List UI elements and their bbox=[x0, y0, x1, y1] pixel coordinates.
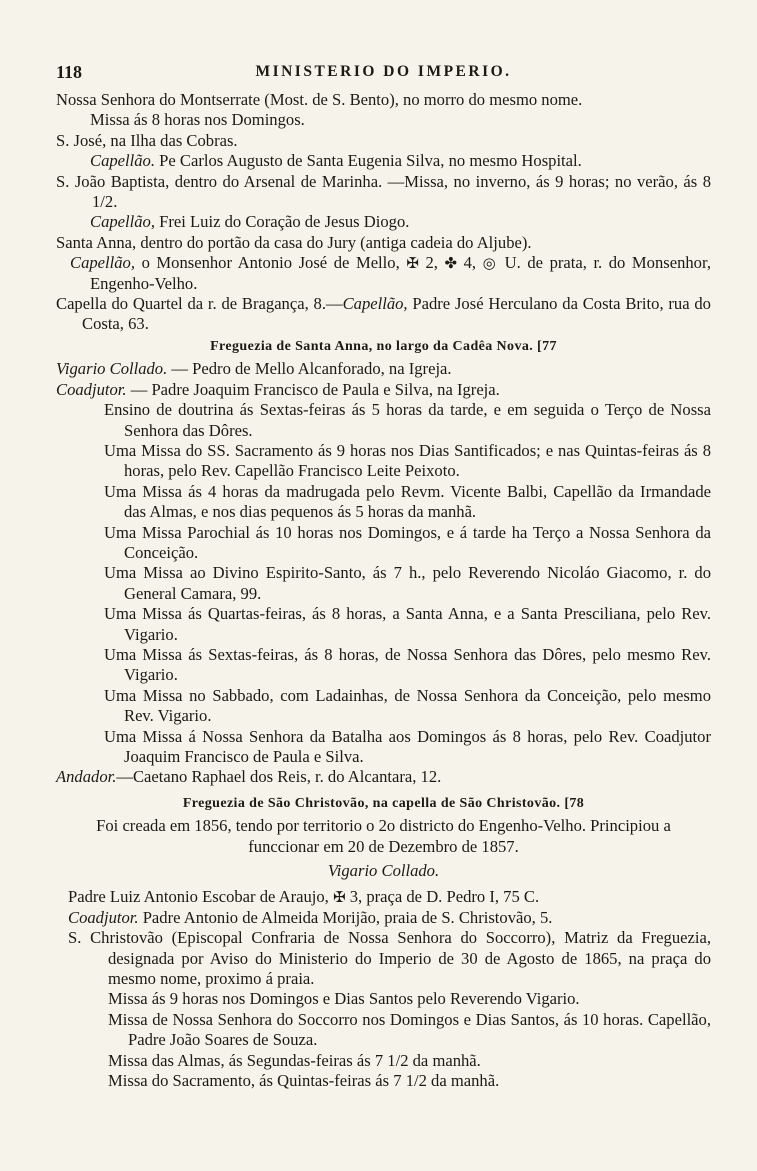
section-intro: Foi creada em 1856, tendo por territorio o 2o districto do Engenho-Velho. Principiou a funccionar em 20 de Dezembro de 1857. bbox=[96, 816, 671, 856]
chaplain-label: Capellão, bbox=[342, 294, 408, 314]
cross-order-number: 2, bbox=[425, 253, 438, 273]
chaplain-label: Capellão. bbox=[90, 151, 155, 171]
vigario-line bbox=[56, 359, 711, 379]
page-header bbox=[56, 62, 711, 84]
coadjutor-line bbox=[56, 380, 711, 400]
rose-order-icon: ✤ bbox=[444, 254, 458, 273]
entry-sao-jose-chaplain bbox=[56, 151, 711, 171]
list-item: Uma Missa ás 4 horas da madrugada pelo Revm. Vicente Balbi, Capellão da Irmandade das Almas, e nos dias pequenos ás 5 horas da manhã. bbox=[104, 481, 711, 522]
andador-line bbox=[56, 767, 711, 787]
vigario-entry bbox=[56, 887, 711, 907]
vigario-name: Padre Luiz Antonio Escobar de Araujo, bbox=[68, 887, 329, 907]
list-item: Missa ás 9 horas nos Domingos e Dias Santos pelo Reverendo Vigario. bbox=[108, 989, 580, 1009]
quartel-chaplain: Padre José Herculano da Costa Brito, rua do Costa, 63. bbox=[82, 294, 711, 334]
andador-text: —Caetano Raphael dos Reis, r. do Alcantara, 12. bbox=[116, 767, 442, 787]
medal-icon: ◎ bbox=[482, 254, 499, 273]
page-body bbox=[56, 90, 711, 1092]
list-item: Uma Missa ao Divino Espirito-Santo, ás 7 h., pelo Reverendo Nicoláo Giacomo, r. do General Camara, 99. bbox=[104, 563, 711, 603]
list-item: Uma Missa ás Sextas-feiras, ás 8 horas, de Nossa Senhora das Dôres, pelo mesmo Rev. Vigario. bbox=[104, 644, 711, 685]
list-item: Uma Missa ás Quartas-feiras, ás 8 horas, a Santa Anna, e a Santa Presciliana, pelo Rev. Vigario. bbox=[104, 604, 711, 644]
chaplain-label: Capellão, bbox=[90, 212, 155, 232]
matriz-entry: S. Christovão (Episcopal Confraria de Nossa Senhora do Soccorro), Matriz da Freguezia, designada por Aviso do Ministerio do Imperio de 30 de Agosto de 1865, na praça do mesmo nome, proximo á praia. bbox=[68, 928, 711, 989]
page-title: MINISTERIO DO IMPERIO. bbox=[255, 63, 512, 80]
coadjutor-label: Coadjutor. bbox=[56, 379, 127, 399]
cross-order-icon: ✠ bbox=[406, 254, 419, 273]
chaplain-name: Frei Luiz do Coração de Jesus Diogo. bbox=[159, 212, 410, 232]
vigario-address: 3, praça de D. Pedro I, 75 C. bbox=[349, 887, 540, 907]
entry-sao-joao-chaplain bbox=[56, 212, 711, 232]
list-item: Ensino de doutrina ás Sextas-feiras ás 5 horas da tarde, e em seguida o Terço de Nossa Senhora das Dôres. bbox=[104, 400, 711, 440]
entry-montserrate-mass: Missa ás 8 horas nos Domingos. bbox=[90, 110, 305, 130]
entry-santa-anna-chaplain bbox=[56, 253, 711, 294]
entry-sao-jose: S. José, na Ilha das Cobras. bbox=[56, 130, 238, 150]
list-item: Missa de Nossa Senhora do Soccorro nos Domingos e Dias Santos, ás 10 horas. Capellão, Padre João Soares de Souza. bbox=[108, 1009, 711, 1050]
section-heading-santa-anna: Freguezia de Santa Anna, no largo da Cadêa Nova. [77 bbox=[210, 338, 557, 354]
entry-quartel bbox=[56, 294, 711, 335]
entry-santa-anna-jury: Santa Anna, dentro do portão da casa do Jury (antiga cadeia do Aljube). bbox=[56, 232, 532, 252]
list-item: Uma Missa Parochial ás 10 horas nos Domingos, e á tarde ha Terço a Nossa Senhora da Conceição. bbox=[104, 522, 711, 562]
quartel-text: Capella do Quartel da r. de Bragança, 8.— bbox=[56, 294, 343, 314]
cross-order-icon: ✠ bbox=[332, 888, 346, 907]
rose-order-number: 4, bbox=[463, 253, 477, 273]
coadjutor-entry bbox=[56, 908, 711, 928]
vigario-label: Vigario Collado. bbox=[56, 359, 168, 379]
list-item: Missa das Almas, ás Segundas-feiras ás 7 1/2 da manhã. bbox=[108, 1050, 481, 1070]
list-item: Missa do Sacramento, ás Quintas-feiras ás 7 1/2 da manhã. bbox=[108, 1071, 500, 1091]
list-item: Uma Missa do SS. Sacramento ás 9 horas nos Dias Santificados; e nas Quintas-feiras ás 8 horas, pelo Rev. Capellão Francisco Leite Peixoto. bbox=[104, 440, 711, 481]
chaplain-name: o Monsenhor Antonio José de Mello, bbox=[141, 253, 400, 273]
coadjutor-text: Padre Antonio de Almeida Morijão, praia de S. Christovão, 5. bbox=[142, 907, 553, 927]
chaplain-name: Pe Carlos Augusto de Santa Eugenia Silva, no mesmo Hospital. bbox=[159, 151, 582, 171]
coadjutor-label: Coadjutor. bbox=[68, 907, 139, 927]
coadjutor-text: — Padre Joaquim Francisco de Paula e Silva, na Igreja. bbox=[130, 379, 500, 399]
section-heading-sao-christovao: Freguezia de São Christovão, na capella de São Christovão. [78 bbox=[182, 795, 585, 811]
chaplain-address: U. de prata, r. do Monsenhor, Engenho-Velho. bbox=[90, 253, 711, 293]
vigario-heading: Vigario Collado. bbox=[327, 861, 440, 881]
vigario-heading-line bbox=[56, 861, 711, 881]
entry-sao-joao: S. João Baptista, dentro do Arsenal de Marinha. —Missa, no inverno, ás 9 horas; no verão, ás 8 1/2. bbox=[56, 171, 711, 212]
list-item: Uma Missa á Nossa Senhora da Batalha aos Domingos ás 8 horas, pelo Rev. Coadjutor Joaquim Francisco de Paula e Silva. bbox=[104, 726, 711, 766]
vigario-text: — Pedro de Mello Alcanforado, na Igreja. bbox=[171, 359, 452, 379]
andador-label: Andador. bbox=[56, 767, 117, 787]
chaplain-label: Capellão, bbox=[70, 253, 135, 273]
page-number: 118 bbox=[56, 62, 83, 82]
entry-montserrate: Nossa Senhora do Montserrate (Most. de S. Bento), no morro do mesmo nome. bbox=[56, 90, 583, 109]
list-item: Uma Missa no Sabbado, com Ladainhas, de Nossa Senhora da Conceição, pelo mesmo Rev. Vigario. bbox=[104, 685, 711, 726]
